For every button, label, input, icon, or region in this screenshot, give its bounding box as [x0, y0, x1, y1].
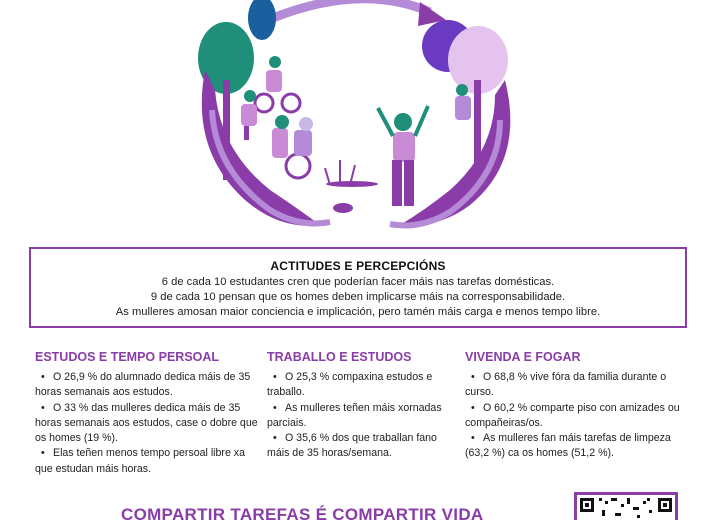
column-title: ESTUDOS E TEMPO PERSOAL [35, 350, 220, 364]
column-title: VIVENDA E FOGAR [465, 350, 581, 364]
attitudes-line: 9 de cada 10 pensan que os homes deben implicarse máis na corresponsabilidade. [150, 291, 566, 303]
list-item: • O 60,2 % comparte piso con amizades ou compañeiras/os. [465, 401, 680, 429]
list-item: • As mulleres teñen máis xornadas parciais. [267, 401, 442, 429]
list-item: • Elas teñen menos tempo persoal libre xa que estudan máis horas. [35, 447, 245, 475]
circular-arrow-icon [268, 0, 430, 20]
column-title: TRABALLO E ESTUDOS [267, 350, 412, 364]
column-studies [35, 350, 260, 477]
list-item: • O 35,6 % dos que traballan fano máis de 35 horas/semana. [267, 432, 437, 460]
list-item: • O 25,3 % compaxina estudos e traballo. [267, 371, 433, 399]
slogan-banner: COMPARTIR TAREFAS É COMPARTIR VIDA [121, 505, 484, 524]
list-item: • O 26,9 % do alumnado dedica máis de 35 horas semanais aos estudos. [35, 371, 251, 399]
attitudes-line: 6 de cada 10 estudantes cren que poderían facer máis nas tarefas domésticas. [161, 276, 555, 288]
list-item: • As mulleres fan máis tarefas de limpeza (63,2 %) ca os homes (51,2 %). [465, 432, 671, 460]
attitudes-title: ACTITUDES E PERCEPCIÓNS [270, 259, 446, 273]
list-item: • O 33 % das mulleres dedica máis de 35 horas semanais aos estudos, case o dobre que os homes (19 %). [35, 401, 258, 445]
cyclist-icon [255, 56, 300, 112]
child-running-icon [241, 90, 257, 140]
qr-code[interactable] [574, 492, 678, 520]
plants-icon [325, 160, 378, 187]
qr-pattern-icon [577, 495, 675, 520]
wheelchair-icon [272, 115, 313, 178]
corresponsibility-illustration [0, 0, 720, 240]
column-work [267, 350, 447, 462]
attitudes-line: As mulleres amosan maior conciencia e implicación, pero tamén máis carga e menos tempo libre. [115, 306, 601, 318]
woman-raising-arms-icon [378, 106, 428, 206]
attitudes-box [29, 247, 687, 328]
duck-icon [333, 203, 353, 213]
column-housing [465, 350, 687, 462]
list-item: • O 68,8 % vive fóra da familia durante o curso. [465, 371, 667, 399]
